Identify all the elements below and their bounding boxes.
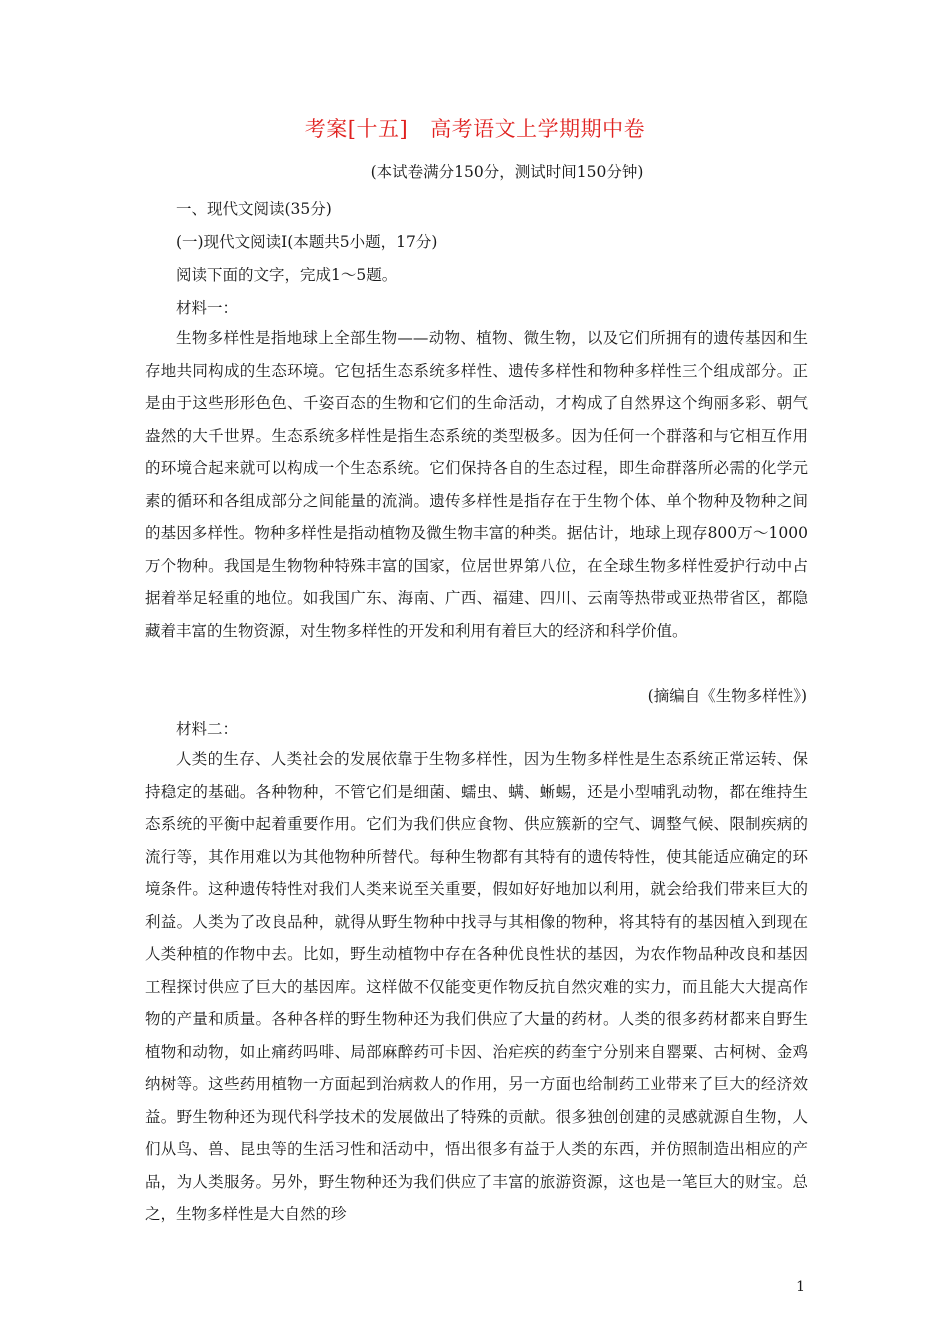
material-one-source: (摘编自《生物多样性》) <box>647 687 807 705</box>
material-one-label: 材料一： <box>176 299 239 317</box>
material-one-paragraph: 生物多样性是指地球上全部生物——动物、植物、微生物，以及它们所拥有的遗传基因和生存地共同构成的生态环境。它包括生态系统多样性、遗传多样性和物种多样性三个组成部分。正是由于这些形形色色、千姿百态的生物和它们的生命活动，才构成了自然界这个绚丽多彩、朝气盎然的大千世界。生态系统多样性是指生态系统的类型极多。因为任何一个群落和与它相互作用的环境合起来就可以构成一个生态系统。它们保持各自的生态过程，即生命群落所必需的化学元素的循环和各组成部分之间能量的流淌。遗传多样性是指存在于生物个体、单个物种及物种之间的基因多样性。物种多样性是指动植物及微生物丰富的种类。据估计，地球上现存800万～1000万个物种。我国是生物物种特殊丰富的国家，位居世界第八位，在全球生物多样性爱护行动中占据着举足轻重的地位。如我国广东、海南、广西、福建、四川、云南等热带或亚热带省区，都隐藏着丰富的生物资源，对生物多样性的开发和利用有着巨大的经济和科学价值。 <box>145 329 808 640</box>
exam-subtitle: (本试卷满分150分，测试时间150分钟) <box>370 163 644 181</box>
material-two-paragraph: 人类的生存、人类社会的发展依靠于生物多样性，因为生物多样性是生态系统正常运转、保持稳定的基础。各种物种，不管它们是细菌、蠕虫、螨、蜥蜴，还是小型哺乳动物，都在维持生态系统的平衡中起着重要作用。它们为我们供应食物、供应簇新的空气、调整气候、限制疾病的流行等，其作用难以为其他物种所替代。每种生物都有其特有的遗传特性，使其能适应确定的环境条件。这种遗传特性对我们人类来说至关重要，假如好好地加以利用，就会给我们带来巨大的利益。人类为了改良品种，就得从野生物种中找寻与其相像的物种，将其特有的基因植入到现在人类种植的作物中去。比如，野生动植物中存在各种优良性状的基因，为农作物品种改良和基因工程探讨供应了巨大的基因库。这样做不仅能变更作物反抗自然灾难的实力，而且能大大提高作物的产量和质量。各种各样的野生物种还为我们供应了大量的药材。人类的很多药材都来自野生植物和动物，如止痛药吗啡、局部麻醉药可卡因、治疟疾的药奎宁分别来自罂粟、古柯树、金鸡纳树等。这些药用植物一方面起到治病救人的作用，另一方面也给制药工业带来了巨大的经济效益。野生物种还为现代科学技术的发展做出了特殊的贡献。很多独创创建的灵感就源自生物，人们从鸟、兽、昆虫等的生活习性和活动中，悟出很多有益于人类的东西，并仿照制造出相应的产品，为人类服务。另外，野生物种还为我们供应了丰富的旅游资源，这也是一笔巨大的财宝。总之，生物多样性是大自然的珍 <box>145 750 808 1223</box>
page-title <box>0 113 950 143</box>
title-code: 考案[十五] <box>304 117 409 141</box>
page-number: 1 <box>796 1279 805 1295</box>
reading-instruction: 阅读下面的文字，完成1～5题。 <box>176 266 398 284</box>
section-subheading: (一)现代文阅读Ⅰ(本题共5小题，17分) <box>176 233 438 251</box>
material-two-label: 材料二： <box>176 720 239 738</box>
title-name: 高考语文上学期期中卷 <box>430 117 646 141</box>
section-heading: 一、现代文阅读(35分) <box>176 200 332 218</box>
